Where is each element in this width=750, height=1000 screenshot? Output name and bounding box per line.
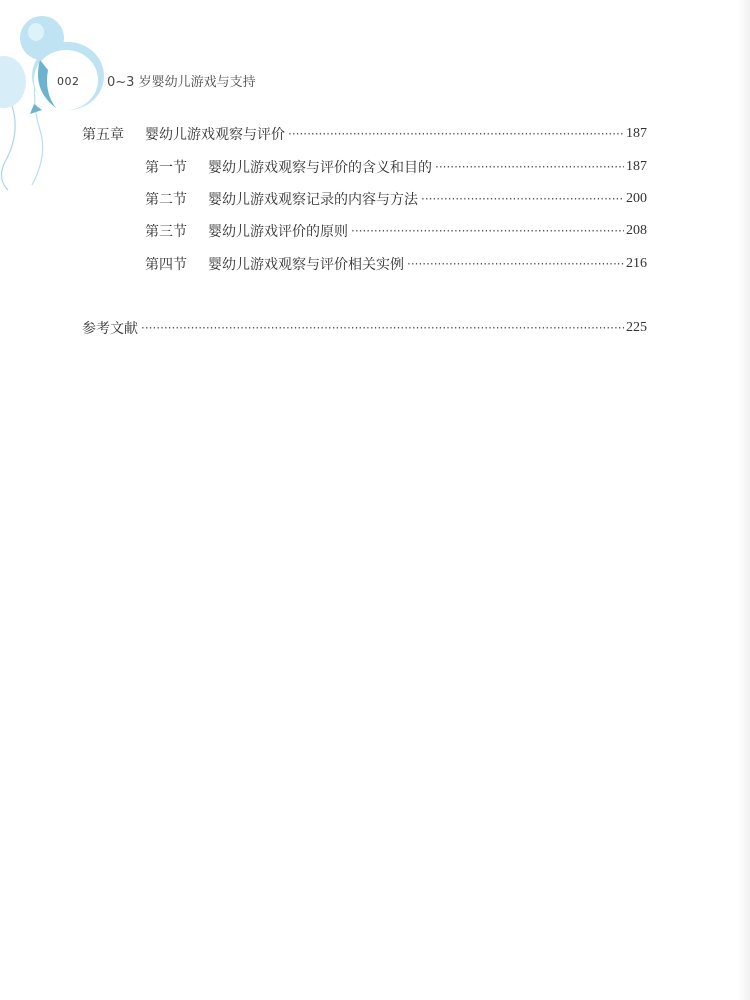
toc-section-entry[interactable]: [145, 221, 647, 241]
section-label: 第三节: [145, 224, 187, 240]
dot-leader: [407, 254, 624, 274]
page-number: 002: [57, 75, 80, 88]
section-page-number: 216: [626, 256, 647, 271]
section-title: 婴幼儿游戏评价的原则: [208, 224, 348, 240]
dot-leader: [435, 157, 624, 177]
section-label: 第一节: [145, 160, 187, 176]
section-label: 第二节: [145, 192, 187, 208]
toc-section-entry[interactable]: [145, 157, 647, 177]
dot-leader: [288, 124, 624, 144]
toc-section-entry[interactable]: [145, 189, 647, 209]
toc-chapter-entry[interactable]: [82, 124, 647, 144]
toc-references-entry[interactable]: [82, 318, 647, 338]
section-page-number: 208: [626, 223, 647, 238]
dot-leader: [351, 221, 624, 241]
chapter-page-number: 187: [626, 126, 647, 141]
dot-leader: [141, 318, 624, 338]
page-edge-shadow: [738, 0, 750, 1000]
section-page-number: 200: [626, 191, 647, 206]
references-page-number: 225: [626, 320, 647, 335]
section-label: 第四节: [145, 257, 187, 273]
section-page-number: 187: [626, 159, 647, 174]
section-title: 婴幼儿游戏观察与评价相关实例: [208, 257, 404, 273]
chapter-title: 婴幼儿游戏观察与评价: [145, 127, 285, 143]
references-title: 参考文献: [82, 321, 138, 337]
section-title: 婴幼儿游戏观察记录的内容与方法: [208, 192, 418, 208]
chapter-label: 第五章: [82, 127, 124, 143]
section-title: 婴幼儿游戏观察与评价的含义和目的: [208, 160, 432, 176]
dot-leader: [421, 189, 624, 209]
balloons-icon: [0, 0, 120, 200]
toc-section-entry[interactable]: [145, 254, 647, 274]
running-title: 0~3 岁婴幼儿游戏与支持: [107, 75, 256, 90]
